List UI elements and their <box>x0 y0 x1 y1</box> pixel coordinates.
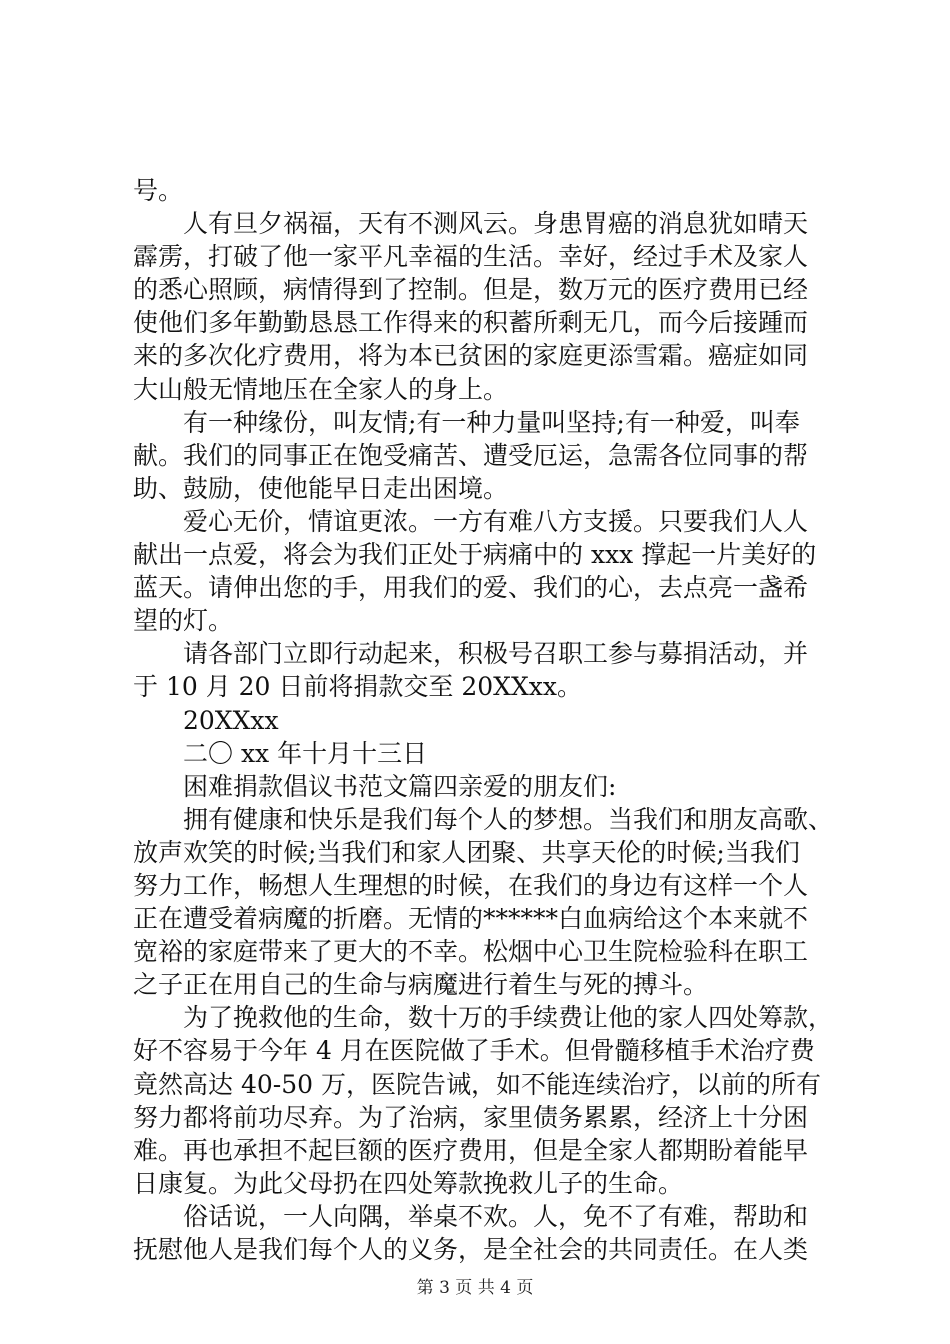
text-line: 之子正在用自己的生命与病魔进行着生与死的搏斗。 <box>133 970 709 1000</box>
text-line: 请各部门立即行动起来，积极号召职工参与募捐活动，并 <box>183 639 809 669</box>
text-line: 拥有健康和快乐是我们每个人的梦想。当我们和朋友高歌、 <box>183 804 834 834</box>
text-line: 20XXxx <box>183 705 279 735</box>
text-line: 俗话说，一人向隅，举桌不欢。人，免不了有难，帮助和 <box>183 1201 809 1231</box>
text-line: 宽裕的家庭带来了更大的不幸。松烟中心卫生院检验科在职工 <box>133 937 809 967</box>
text-line: 爱心无价，情谊更浓。一方有难八方支援。只要我们人人 <box>183 506 809 536</box>
text-line: 助、鼓励，使他能早日走出困境。 <box>133 473 509 503</box>
text-line: 正在遭受着病魔的折磨。无情的******白血病给这个本来就不 <box>133 904 809 934</box>
text-line: 有一种缘份，叫友情;有一种力量叫坚持;有一种爱，叫奉 <box>183 407 800 437</box>
text-line: 困难捐款倡议书范文篇四亲爱的朋友们: <box>183 771 617 801</box>
page-footer: 第 3 页 共 4 页 <box>416 1278 534 1298</box>
text-line: 抚慰他人是我们每个人的义务，是全社会的共同责任。在人类 <box>133 1235 809 1264</box>
text-line: 日康复。为此父母扔在四处筹款挽救儿子的生命。 <box>133 1168 684 1198</box>
text-line: 难。再也承担不起巨额的医疗费用，但是全家人都期盼着能早 <box>133 1135 809 1165</box>
body-text <box>133 174 833 1266</box>
text-line: 献。我们的同事正在饱受痛苦、遭受厄运，急需各位同事的帮 <box>133 440 809 470</box>
text-line: 为了挽救他的生命，数十万的手续费让他的家人四处筹款， <box>183 1003 834 1033</box>
text-line: 竟然高达 40-50 万，医院告诫，如不能连续治疗，以前的所有 <box>133 1069 821 1099</box>
text-line: 的悉心照顾，病情得到了控制。但是，数万元的医疗费用已经 <box>133 275 809 305</box>
text-line: 好不容易于今年 4 月在医院做了手术。但骨髓移植手术治疗费 <box>133 1036 815 1066</box>
text-line: 使他们多年勤勤恳恳工作得来的积蓄所剩无几，而今后接踵而 <box>133 308 809 338</box>
text-line: 大山般无情地压在全家人的身上。 <box>133 374 509 404</box>
text-line: 努力工作，畅想人生理想的时候，在我们的身边有这样一个人 <box>133 870 809 900</box>
text-line: 努力都将前功尽弃。为了治病，家里债务累累，经济上十分困 <box>133 1102 809 1132</box>
text-line: 人有旦夕祸福，天有不测风云。身患胃癌的消息犹如晴天 <box>183 209 809 239</box>
text-line: 二〇 xx 年十月十三日 <box>183 738 428 768</box>
text-line: 于 10 月 20 日前将捐款交至 20XXxx。 <box>133 672 582 702</box>
text-line: 霹雳，打破了他一家平凡幸福的生活。幸好，经过手术及家人 <box>133 242 809 272</box>
text-line: 献出一点爱，将会为我们正处于病痛中的 xxx 撑起一片美好的 <box>133 540 817 570</box>
text-line: 号。 <box>133 176 184 205</box>
text-line: 来的多次化疗费用，将为本已贫困的家庭更添雪霜。癌症如同 <box>133 341 809 371</box>
text-line: 放声欢笑的时候;当我们和家人团聚、共享天伦的时候;当我们 <box>133 837 800 867</box>
text-line: 望的灯。 <box>133 606 234 636</box>
text-line: 蓝天。请伸出您的手，用我们的爱、我们的心，去点亮一盏希 <box>133 573 809 603</box>
